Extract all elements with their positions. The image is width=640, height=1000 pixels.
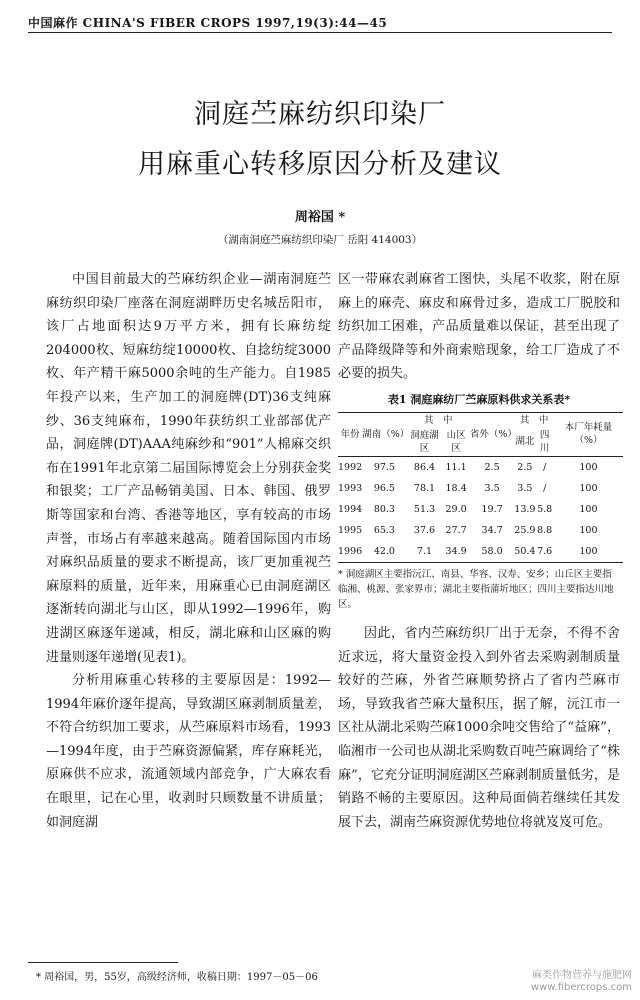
cell: 27.7 — [445, 524, 467, 536]
footnote-rule — [28, 962, 178, 963]
cell: 8.8 — [537, 524, 553, 536]
cell: 3.5 — [484, 482, 500, 494]
cell: 96.5 — [373, 482, 395, 494]
cell: 51.3 — [413, 503, 436, 515]
cell: 11.1 — [445, 461, 467, 473]
col-benchang: 本厂年耗量（%） — [554, 412, 623, 456]
col-qizhong-1: 其 中 — [423, 414, 453, 426]
paragraph-continued: 区一带麻农剥麻省工图快，头尾不收浆，附在原麻上的麻壳、麻皮和麻骨过多，造成工厂脱胶和纺织加工困难，产品质量难以保证，甚至出现了产品降级降等和外商索赔现象，给工厂造成了不必要的损失。 — [338, 272, 620, 382]
table-row — [338, 520, 623, 541]
paragraph-consequence: 因此，省内苎麻纺织厂出于无奈，不得不舍近求远，将大量资金投入到外省去采购剥制质量较好的苎麻，外省苎麻顺势挤占了省内苎麻市场，导致我省苎麻大量积压，据了解，沅江市一区社从湖北采购苎麻1000余吨交售给了“益麻”，临湘市一公司也从湖北采购数百吨苎麻调给了“株麻”，它充分证明洞庭湖区苎麻剥制质量低劣，是销路不畅的主要原因。这种局面倘若继续任其发展下去，湖南苎麻资源优势地位将就岌岌可危。 — [338, 625, 620, 830]
col-year: 年份 — [338, 412, 362, 456]
col-hunan: 湖南（%） — [362, 412, 406, 456]
cell: 58.0 — [481, 545, 503, 557]
cell: 78.1 — [413, 482, 436, 494]
cell: 5.8 — [537, 503, 553, 515]
author: 周裕国 * — [294, 210, 346, 225]
cell: 34.9 — [445, 545, 467, 557]
cell: 37.6 — [413, 524, 436, 536]
article-title-line2: 用麻重心转移原因分析及建议 — [138, 149, 502, 180]
cell: 100 — [579, 524, 598, 536]
cell: 34.7 — [481, 524, 503, 536]
cell: 97.5 — [373, 461, 395, 473]
col-hubei: 湖北 — [514, 428, 535, 457]
cell: 3.5 — [517, 482, 533, 494]
cell: 2.5 — [517, 461, 533, 473]
cell: 1996 — [338, 545, 363, 557]
cell: 7.6 — [537, 545, 553, 557]
cell: 1995 — [338, 524, 363, 536]
cell: 13.9 — [514, 503, 536, 515]
col-shanqu: 山区区 — [442, 428, 470, 457]
watermark-line2: www.fibercrops.com — [530, 982, 632, 993]
cell: 25.9 — [514, 524, 536, 536]
cell: 1993 — [338, 482, 363, 494]
cell: 86.4 — [413, 461, 436, 473]
watermark — [531, 970, 632, 994]
journal-header: 中国麻作 CHINA'S FIBER CROPS 1997,19(3):44—45 — [28, 16, 388, 30]
col-sichuan: 四川 — [535, 428, 553, 457]
cell: 80.3 — [373, 503, 395, 515]
table-note: * 洞庭湖区主要指沅江、南县、华容、汉寿、安乡；山丘区主要指临湘、桃源、张家界市；湖北主要指蒲圻地区；四川主要指达川地区。 — [338, 568, 614, 610]
cell: / — [543, 482, 547, 494]
cell: 100 — [579, 461, 598, 473]
cell: 65.3 — [373, 524, 395, 536]
left-column — [46, 268, 331, 834]
cell: 29.0 — [445, 503, 467, 515]
paragraph-analysis: 分析用麻重心转移的主要原因是：1992—1994年麻价逐年提高，导致湖区麻剥制质量差，不符合纺织加工要求，从苎麻原料市场看，1993—1994年度，由于苎麻资源偏紧，库存麻耗光，原麻供不应求，流通领域内部竞争，广大麻农看在眼里，记在心里，收剥时只顾数量不讲质量；如洞庭湖 — [46, 673, 331, 830]
col-shengwai: 省外（%） — [470, 412, 514, 456]
cell: 7.1 — [416, 545, 433, 557]
table-row — [338, 541, 623, 563]
cell: 42.0 — [373, 545, 395, 557]
supply-table — [338, 412, 623, 563]
table-row — [338, 456, 623, 478]
cell: 100 — [579, 482, 598, 494]
cell: 100 — [579, 545, 598, 557]
right-column — [338, 268, 620, 834]
cell: 1992 — [338, 461, 363, 473]
table-title: 表1 洞庭麻纺厂苎麻原料供求关系表* — [387, 392, 571, 406]
affiliation: （湖南洞庭苎麻纺织印染厂 岳阳 414003） — [217, 234, 423, 246]
cell: 100 — [579, 503, 598, 515]
paragraph-intro: 中国目前最大的苎麻纺织企业—湖南洞庭苎麻纺织印染厂座落在洞庭湖畔历史名城岳阳市，该厂占地面积达9万平方米，拥有长麻纺绽204000枚、短麻纺绽10000枚、自捻纺绽3000枚、年产精干麻5000余吨的生产能力。自1985年投产以来，生产加工的洞庭牌(DT)36支纯麻纱、36支纯麻布，1990年获纺织工业部部优产品，洞庭牌(DT)AAA纯麻纱和“901”人棉麻交织布在1991年北京第二届国际博览会上分别获金奖和银奖；工厂产品畅销美国、日本、韩国、俄罗斯等国家和台湾、香港等地区，享有较高的市场声誉，市场占有率越来越高。随着国际国内市场对麻织品质量的要求不断提高，该厂更加重视苎麻原料的质量，近年来，用麻重心已由洞庭湖区逐渐转向湖北与山区，即从1992—1996年，购进湖区麻逐年递减，相反，湖北麻和山区麻的购进量则逐年递增(见表1)。 — [46, 272, 331, 665]
cell: 19.7 — [481, 503, 503, 515]
cell: 18.4 — [445, 482, 467, 494]
footnote: * 周裕国，男，55岁，高级经济师，收稿日期：1997－05－06 — [36, 972, 318, 983]
watermark-line1: 麻类作物营养与施肥网 — [532, 970, 632, 981]
table-row — [338, 499, 623, 520]
table-row — [338, 478, 623, 499]
cell: 2.5 — [484, 461, 500, 473]
col-qizhong-2: 其 中 — [519, 414, 549, 426]
article-title-line1: 洞庭苎麻纺织印染厂 — [194, 99, 446, 130]
header-rule — [28, 32, 612, 33]
cell: 1994 — [338, 503, 363, 515]
cell: 50.4 — [514, 545, 536, 557]
col-dongting: 洞庭湖区 — [407, 428, 443, 457]
cell: / — [543, 461, 547, 473]
